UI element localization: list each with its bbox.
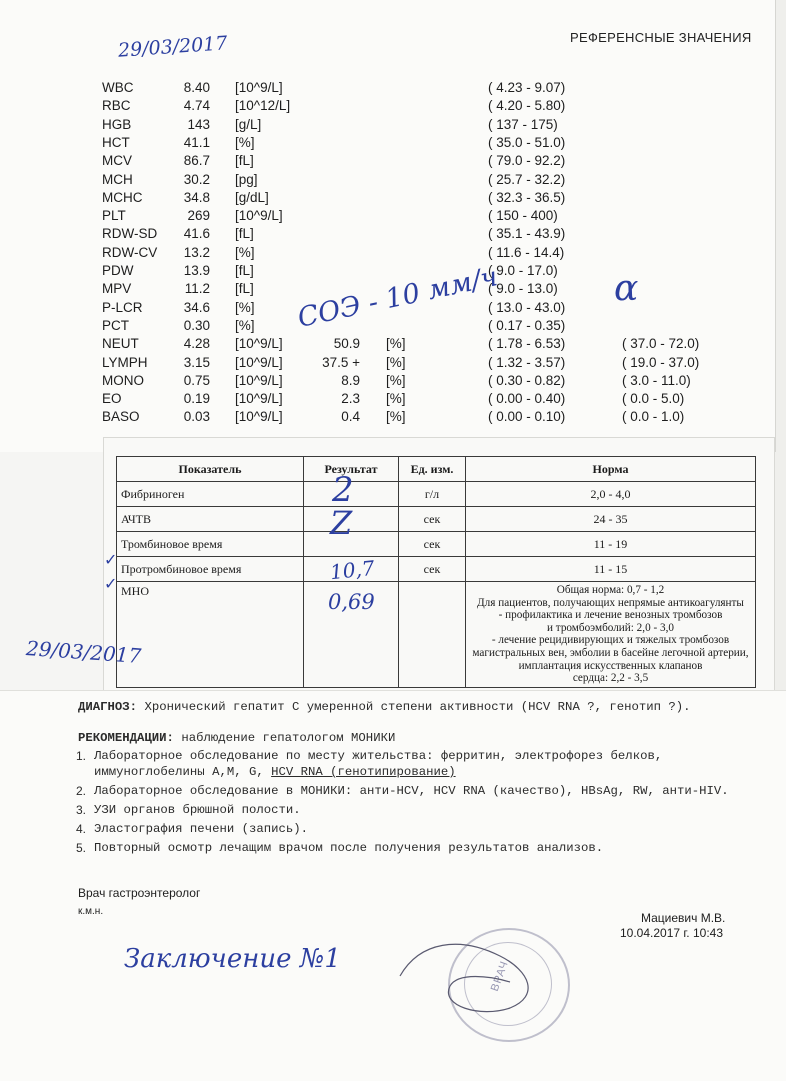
- cbc-ref2: ( 3.0 - 11.0): [622, 372, 691, 388]
- doctor-degree: к.м.н.: [78, 906, 104, 917]
- test-name: Протромбиновое время: [117, 557, 304, 582]
- cbc-ref: ( 9.0 - 13.0): [488, 281, 558, 297]
- cbc-name: MCV: [102, 153, 132, 169]
- norm-line: Общая норма: 0,7 - 1,2: [556, 584, 665, 596]
- table-row: [0, 263, 775, 281]
- cbc-ref: ( 79.0 - 92.2): [488, 153, 566, 169]
- table-row: [0, 336, 775, 354]
- cbc-ref: ( 0.30 - 0.82): [488, 372, 566, 388]
- table-row: [117, 582, 756, 688]
- test-norm: 2,0 - 4,0: [466, 482, 756, 507]
- list-number: 3.: [76, 803, 87, 817]
- table-row: [0, 245, 775, 263]
- cbc-name: MPV: [102, 281, 132, 297]
- cbc-unit: [10^9/L]: [235, 372, 283, 388]
- column-header: Ед. изм.: [399, 457, 466, 482]
- cbc-ref: ( 4.20 - 5.80): [488, 98, 566, 114]
- table-row: [0, 172, 775, 190]
- norm-line: имплантация искусственных клапанов: [518, 659, 703, 672]
- norm-line: сердца: 2,2 - 3,5: [572, 672, 649, 685]
- diagnosis-label: ДИАГНОЗ:: [78, 700, 138, 714]
- table-row: [0, 391, 775, 409]
- cbc-name: RDW-SD: [102, 226, 158, 242]
- cbc-value: 8.40: [183, 80, 210, 95]
- cbc-pct-unit: [%]: [386, 409, 406, 425]
- cbc-unit: [g/L]: [235, 116, 262, 132]
- column-header: Норма: [466, 457, 756, 482]
- signature-datetime: 10.04.2017 г. 10:43: [620, 926, 724, 940]
- cbc-value: 0.30: [183, 317, 210, 333]
- cbc-ref2: ( 37.0 - 72.0): [622, 336, 700, 352]
- table-row: [0, 409, 775, 427]
- cbc-ref: ( 9.0 - 17.0): [488, 263, 558, 278]
- list-item: [76, 748, 756, 780]
- table-row: [117, 532, 756, 557]
- table-header-row: [117, 457, 756, 482]
- cbc-ref: ( 1.78 - 6.53): [488, 336, 566, 352]
- cbc-unit: [g/dL]: [235, 189, 269, 205]
- cbc-value: 4.28: [183, 336, 210, 352]
- test-norm: 11 - 19: [466, 532, 756, 557]
- cbc-unit: [10^12/L]: [235, 98, 291, 114]
- cbc-name: LYMPH: [102, 354, 148, 370]
- cbc-unit: [10^9/L]: [235, 208, 283, 224]
- list-text: Эластография печени (запись).: [94, 822, 309, 836]
- list-number: 5.: [76, 841, 87, 855]
- cbc-ref: ( 0.00 - 0.10): [488, 409, 566, 425]
- cbc-ref: ( 137 - 175): [488, 116, 558, 132]
- cbc-ref: ( 11.6 - 14.4): [488, 244, 565, 260]
- recommendations-text: наблюдение гепатологом МОНИКИ: [181, 731, 396, 745]
- stamp-text: ВРАЧ: [488, 959, 511, 993]
- cbc-ref: ( 1.32 - 3.57): [488, 354, 566, 370]
- handwritten-inr: 0,69: [328, 590, 375, 614]
- recommendations-label: РЕКОМЕНДАЦИИ:: [78, 731, 174, 745]
- cbc-name: HGB: [102, 116, 132, 132]
- norm-line: Для пациентов, получающих непрямые антикоагулянты: [477, 596, 744, 609]
- cbc-name: MCHC: [102, 189, 143, 205]
- cbc-value: 3.15: [183, 354, 210, 370]
- norm-line: магистральных вен, эмболии в басейне легочной артерии,: [472, 646, 749, 659]
- cbc-value: 0.03: [183, 409, 210, 425]
- cbc-name: BASO: [102, 409, 140, 425]
- checkmark-icon: ✓: [104, 574, 118, 593]
- cbc-unit: [10^9/L]: [235, 391, 283, 407]
- test-unit: сек: [399, 532, 466, 557]
- handwritten-fibrinogen: 2: [332, 470, 354, 510]
- test-name: АЧТВ: [117, 507, 304, 532]
- cbc-value: 30.2: [183, 171, 210, 187]
- cbc-pct-unit: [%]: [386, 391, 406, 407]
- list-text-underlined: HCV RNA (генотипирование): [271, 765, 456, 779]
- list-text: Повторный осмотр лечащим врачом после получения результатов анализов.: [94, 841, 604, 855]
- cbc-ref2: ( 0.0 - 5.0): [622, 391, 685, 407]
- cbc-unit: [fL]: [235, 281, 254, 297]
- handwritten-conclusion: Заключение №1: [124, 944, 341, 974]
- list-number: 4.: [76, 822, 87, 836]
- handwritten-date-middle: 29/03/2017: [25, 636, 142, 668]
- handwritten-aptt-mark: Z: [330, 504, 353, 542]
- cbc-ref: ( 35.0 - 51.0): [488, 134, 566, 150]
- test-norm: 24 - 35: [466, 507, 756, 532]
- cbc-value: 0.75: [183, 372, 210, 388]
- test-unit: сек: [399, 507, 466, 532]
- list-text: Лабораторное обследование по месту жительства: ферритин, электрофорез белков, иммуноглобелины A,M, G,: [94, 749, 663, 779]
- cbc-pct: 8.9: [341, 372, 360, 388]
- cbc-value: 269: [187, 208, 210, 224]
- cbc-unit: [%]: [235, 317, 255, 333]
- cbc-value: 0.19: [183, 391, 210, 407]
- cbc-value: 34.8: [183, 189, 210, 205]
- handwritten-esr-note: СОЭ - 10 мм/ч: [294, 261, 501, 334]
- list-item: [76, 840, 756, 856]
- table-row: [0, 373, 775, 391]
- recommendations-list: [76, 748, 756, 859]
- handwritten-signature: [390, 936, 550, 1016]
- cbc-ref: ( 32.3 - 36.5): [488, 189, 566, 205]
- table-row: [0, 318, 775, 336]
- list-text: УЗИ органов брюшной полости.: [94, 803, 301, 817]
- cbc-name: RBC: [102, 98, 131, 114]
- cbc-unit: [10^9/L]: [235, 354, 283, 370]
- cbc-unit: [%]: [235, 299, 255, 315]
- cbc-unit: [%]: [235, 134, 255, 150]
- cbc-ref: ( 0.00 - 0.40): [488, 391, 566, 407]
- cbc-value: 13.2: [183, 244, 210, 260]
- cbc-value: 34.6: [183, 299, 210, 315]
- cbc-name: PCT: [102, 317, 129, 333]
- test-name: Тромбиновое время: [117, 532, 304, 557]
- cbc-value: 13.9: [183, 263, 210, 278]
- cbc-name: RDW-CV: [102, 244, 158, 260]
- table-row: [0, 117, 775, 135]
- reference-values-header: РЕФЕРЕНСНЫЕ ЗНАЧЕНИЯ: [570, 30, 752, 45]
- checkmark-icon: ✓: [104, 550, 118, 569]
- cbc-pct-unit: [%]: [386, 354, 406, 370]
- test-norm: 11 - 15: [466, 557, 756, 582]
- diagnosis: [78, 699, 738, 715]
- cbc-unit: [10^9/L]: [235, 336, 283, 352]
- cbc-value: 41.6: [183, 226, 210, 242]
- list-number: 1.: [76, 749, 87, 763]
- list-text: Лабораторное обследование в МОНИКИ: анти-HCV, HCV RNA (качество), HBsAg, RW, анти-HIV.: [94, 784, 729, 798]
- table-row: [0, 355, 775, 373]
- cbc-ref: ( 35.1 - 43.9): [488, 226, 566, 242]
- column-header: Показатель: [117, 457, 304, 482]
- norm-line: - профилактика и лечение венозных тромбозов: [498, 609, 723, 622]
- list-item: [76, 821, 756, 837]
- cbc-ref: ( 150 - 400): [488, 208, 558, 224]
- cbc-name: P-LCR: [102, 299, 143, 315]
- table-row: [0, 153, 775, 171]
- cbc-value: 4.74: [183, 98, 210, 114]
- cbc-value: 86.7: [183, 153, 210, 169]
- column-header: Результат: [304, 457, 399, 482]
- cbc-name: MONO: [102, 372, 144, 388]
- cbc-name: EO: [102, 391, 122, 407]
- cbc-pct-unit: [%]: [386, 336, 406, 352]
- cbc-pct: 37.5 +: [322, 354, 360, 370]
- doctor-title: Врач гастроэнтеролог: [78, 886, 201, 900]
- cbc-unit: [10^9/L]: [235, 80, 283, 95]
- table-row: [0, 190, 775, 208]
- handwritten-date-top: 29/03/2017: [117, 32, 229, 62]
- coagulation-table: [116, 456, 756, 688]
- table-row: [0, 135, 775, 153]
- table-row: [0, 226, 775, 244]
- cbc-value: 143: [187, 116, 210, 132]
- cbc-ref: ( 0.17 - 0.35): [488, 317, 566, 333]
- cbc-pct: 2.3: [341, 391, 360, 407]
- cbc-ref: ( 13.0 - 43.0): [488, 299, 566, 315]
- test-unit: сек: [399, 557, 466, 582]
- cbc-pct: 0.4: [341, 409, 360, 425]
- handwritten-prothrombin: 10,7: [328, 555, 376, 585]
- cbc-name: PLT: [102, 208, 126, 224]
- cbc-unit: [pg]: [235, 171, 258, 187]
- cbc-value: 41.1: [183, 134, 210, 150]
- cbc-ref2: ( 0.0 - 1.0): [622, 409, 685, 425]
- handwritten-check-mark: α: [614, 268, 639, 309]
- cbc-name: WBC: [102, 80, 134, 95]
- inr-norm-notes: [466, 582, 756, 688]
- cbc-name: PDW: [102, 263, 134, 278]
- table-row: [0, 208, 775, 226]
- cbc-unit: [fL]: [235, 153, 254, 169]
- cbc-ref: ( 25.7 - 32.2): [488, 171, 566, 187]
- list-number: 2.: [76, 784, 87, 798]
- cbc-ref: ( 4.23 - 9.07): [488, 80, 566, 95]
- list-item: [76, 802, 756, 818]
- list-item: [76, 783, 756, 799]
- cbc-unit: [%]: [235, 244, 255, 260]
- norm-line: - лечение рецидивирующих и тяжелых тромбозов: [491, 634, 730, 647]
- diagnosis-text: Хронический гепатит С умеренной степени активности (HCV RNA ?, генотип ?).: [144, 700, 691, 714]
- cbc-ref2: ( 19.0 - 37.0): [622, 354, 700, 370]
- cbc-unit: [fL]: [235, 263, 254, 278]
- table-row: [117, 507, 756, 532]
- cbc-unit: [fL]: [235, 226, 254, 242]
- cbc-name: HCT: [102, 134, 130, 150]
- test-unit: [399, 582, 466, 688]
- table-row: [0, 98, 775, 116]
- cbc-value: 11.2: [184, 281, 210, 297]
- cbc-pct: 50.9: [333, 336, 360, 352]
- test-name: МНО: [117, 582, 304, 688]
- doctor-name: Мациевич М.В.: [641, 911, 726, 925]
- table-row: [117, 482, 756, 507]
- cbc-name: MCH: [102, 171, 133, 187]
- recommendations-title: [78, 731, 395, 745]
- cbc-pct-unit: [%]: [386, 372, 406, 388]
- norm-line: и тромбоэмболий: 2,0 - 3,0: [547, 621, 674, 634]
- cbc-unit: [10^9/L]: [235, 409, 283, 425]
- test-unit: г/л: [399, 482, 466, 507]
- cbc-name: NEUT: [102, 336, 139, 352]
- test-name: Фибриноген: [117, 482, 304, 507]
- table-row: [117, 557, 756, 582]
- table-row: [0, 80, 775, 98]
